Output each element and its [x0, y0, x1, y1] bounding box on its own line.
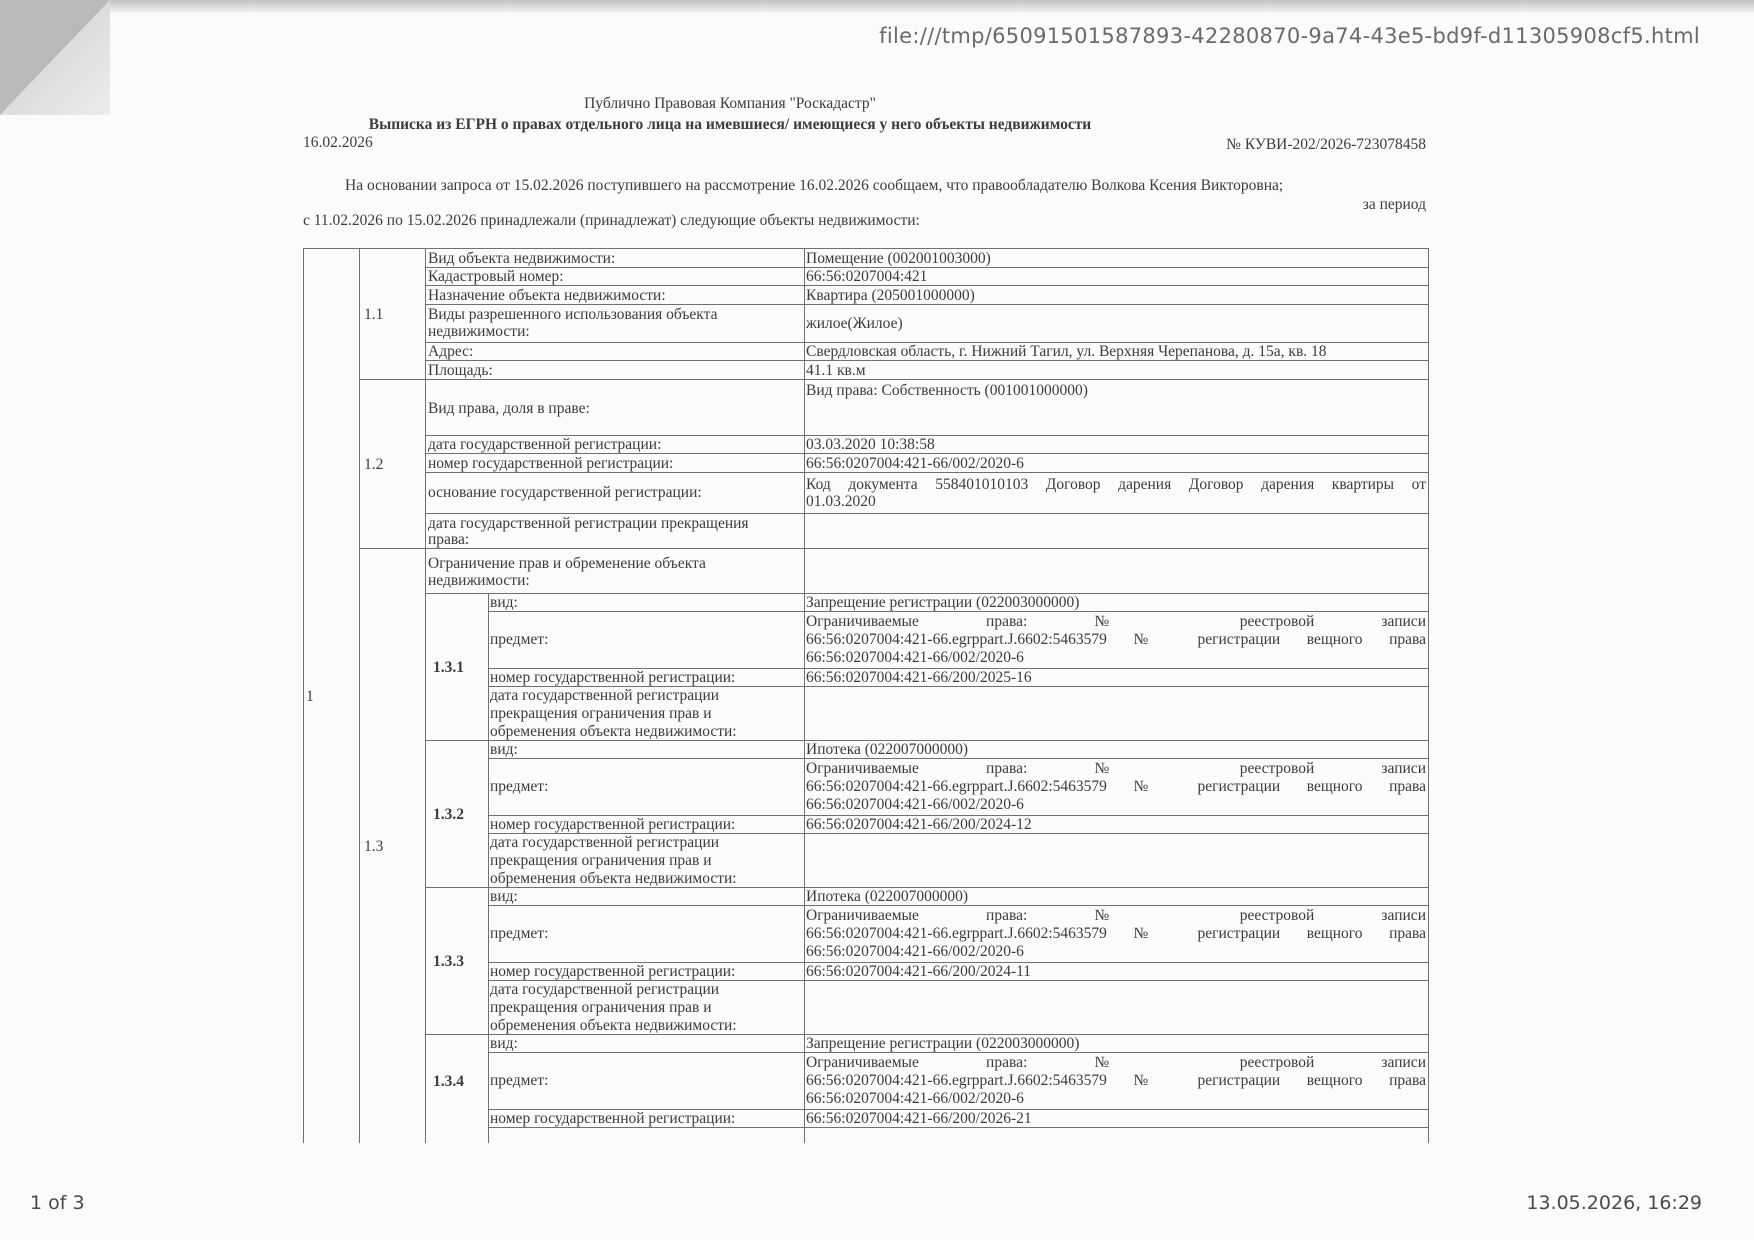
encumbrance-end-label: дата государственной регистрации: [490, 834, 720, 851]
encumbrance-reg-number-label: номер государственной регистрации:: [490, 963, 736, 980]
encumbrance-kind-label: вид:: [490, 888, 518, 905]
address-value: Свердловская область, г. Нижний Тагил, ул. Верхняя Черепанова, д. 15а, кв. 18: [806, 343, 1327, 360]
encumbrance-end-label: прекращения ограничения прав и: [490, 705, 712, 722]
encumbrance-subject-value: Ограничиваемые права: № реестровой записи: [806, 613, 1426, 630]
encumbrance-reg-number-value: 66:56:0207004:421-66/200/2025-16: [806, 669, 1032, 686]
encumbrance-subject-value: 66:56:0207004:421-66/002/2020-6: [806, 943, 1024, 960]
intro-line-2: с 11.02.2026 по 15.02.2026 принадлежали (принадлежат) следующие объекты недвижимости:: [303, 212, 920, 229]
encumbrance-reg-number-value: 66:56:0207004:421-66/200/2024-11: [806, 963, 1032, 980]
permitted-use-value: жилое(Жилое): [806, 315, 903, 332]
object-type-value: Помещение (002001003000): [806, 250, 991, 267]
reg-basis-label: основание государственной регистрации:: [428, 484, 702, 501]
reg-number-label: номер государственной регистрации:: [428, 455, 674, 472]
encumbrance-end-label: прекращения ограничения прав и: [490, 852, 712, 869]
cadastral-value: 66:56:0207004:421: [806, 268, 928, 285]
encumbrance-subject-value: 66:56:0207004:421-66.egrppart.J.6602:5463579 № регистрации вещного права: [806, 925, 1426, 942]
address-label: Адрес:: [428, 343, 474, 360]
encumbrance-end-label: обременения объекта недвижимости:: [490, 723, 737, 740]
encumbrance-subject-value: Ограничиваемые права: № реестровой записи: [806, 760, 1426, 777]
encumbrance-reg-number-label: номер государственной регистрации:: [490, 816, 736, 833]
encumbrance-reg-number-label: номер государственной регистрации:: [490, 1110, 736, 1127]
section-number: 1.2: [364, 456, 384, 473]
encumbrance-reg-number-value: 66:56:0207004:421-66/200/2026-21: [806, 1110, 1032, 1127]
encumbrance-end-label: обременения объекта недвижимости:: [490, 1017, 737, 1034]
area-label: Площадь:: [428, 362, 493, 379]
row-number: 1: [306, 688, 314, 705]
encumbrance-subject-value: 66:56:0207004:421-66.egrppart.J.6602:5463579 № регистрации вещного права: [806, 778, 1426, 795]
intro-line-1: На основании запроса от 15.02.2026 поступившего на рассмотрение 16.02.2026 сообщаем, что правообладателю Волкова Ксения Викторовна;: [345, 177, 1284, 194]
encumbrance-end-label: дата государственной регистрации: [490, 981, 720, 998]
encumbrance-subject-value: Ограничиваемые права: № реестровой записи: [806, 1054, 1426, 1071]
document-title: Выписка из ЕГРН о правах отдельного лица на имевшиеся/ имеющиеся у него объекты недвижимости: [368, 116, 1092, 133]
encumbrance-subject-value: 66:56:0207004:421-66.egrppart.J.6602:5463579 № регистрации вещного права: [806, 631, 1426, 648]
encumbrance-subject-value: 66:56:0207004:421-66/002/2020-6: [806, 796, 1024, 813]
reg-basis-value: Код документа 558401010103 Договор дарения Договор дарения квартиры от: [806, 476, 1426, 493]
right-type-label: Вид права, доля в праве:: [428, 400, 590, 417]
encumbrance-subject-label: предмет:: [490, 631, 549, 648]
subsection-number: 1.3.3: [433, 953, 464, 970]
object-type-label: Вид объекта недвижимости:: [428, 250, 616, 267]
reg-number-value: 66:56:0207004:421-66/002/2020-6: [806, 455, 1024, 472]
purpose-label: Назначение объекта недвижимости:: [428, 287, 666, 304]
section-number: 1.1: [364, 306, 384, 323]
encumbrance-kind-value: Ипотека (022007000000): [806, 741, 969, 758]
subsection-number: 1.3.4: [433, 1073, 464, 1090]
encumbrance-subject-label: предмет:: [490, 1072, 549, 1089]
encumbrance-subject-value: 66:56:0207004:421-66/002/2020-6: [806, 1090, 1024, 1107]
encumbrance-subject-value: 66:56:0207004:421-66/002/2020-6: [806, 649, 1024, 666]
encumbrance-subject-label: предмет:: [490, 925, 549, 942]
encumbrance-kind-label: вид:: [490, 741, 518, 758]
reg-date-label: дата государственной регистрации:: [428, 436, 662, 453]
encumbrance-kind-label: вид:: [490, 594, 518, 611]
encumbrance-subject-label: предмет:: [490, 778, 549, 795]
encumbrance-kind-value: Запрещение регистрации (022003000000): [806, 1035, 1080, 1052]
permitted-use-label: недвижимости:: [428, 323, 530, 340]
cadastral-label: Кадастровый номер:: [428, 268, 564, 285]
section-number: 1.3: [364, 838, 384, 855]
encumbrance-kind-value: Запрещение регистрации (022003000000): [806, 594, 1080, 611]
encumbrance-end-label: дата государственной регистрации: [490, 687, 720, 704]
area-value: 41.1 кв.м: [806, 362, 866, 379]
reg-date-value: 03.03.2020 10:38:58: [806, 436, 935, 453]
purpose-value: Квартира (205001000000): [806, 287, 975, 304]
reg-basis-value: 01.03.2020: [806, 493, 876, 510]
termination-date-label: права:: [428, 531, 470, 548]
encumbrance-header: Ограничение прав и обременение объекта: [428, 555, 706, 572]
print-timestamp: 13.05.2026, 16:29: [1526, 1192, 1702, 1214]
termination-date-label: дата государственной регистрации прекращения: [428, 515, 749, 532]
print-url: file:///tmp/65091501587893-42280870-9a74-43e5-bd9f-d11305908cf5.html: [879, 24, 1700, 48]
encumbrance-end-label: обременения объекта недвижимости:: [490, 870, 737, 887]
encumbrance-header: недвижимости:: [428, 572, 530, 589]
page-count: 1 of 3: [30, 1192, 85, 1214]
encumbrance-kind-label: вид:: [490, 1035, 518, 1052]
intro-tail: за период: [1362, 196, 1426, 213]
subsection-number: 1.3.1: [433, 659, 464, 676]
permitted-use-label: Виды разрешенного использования объекта: [428, 306, 718, 323]
organization-name: Публично Правовая Компания "Роскадастр": [584, 95, 876, 112]
document-number: № КУВИ-202/2026-723078458: [1226, 136, 1426, 153]
subsection-number: 1.3.2: [433, 806, 464, 823]
document-date: 16.02.2026: [303, 134, 373, 151]
encumbrance-reg-number-label: номер государственной регистрации:: [490, 669, 736, 686]
encumbrance-kind-value: Ипотека (022007000000): [806, 888, 969, 905]
encumbrance-end-label: прекращения ограничения прав и: [490, 999, 712, 1016]
encumbrance-reg-number-value: 66:56:0207004:421-66/200/2024-12: [806, 816, 1032, 833]
right-type-value: Вид права: Собственность (001001000000): [806, 382, 1088, 399]
encumbrance-subject-value: 66:56:0207004:421-66.egrppart.J.6602:5463579 № регистрации вещного права: [806, 1072, 1426, 1089]
encumbrance-subject-value: Ограничиваемые права: № реестровой записи: [806, 907, 1426, 924]
